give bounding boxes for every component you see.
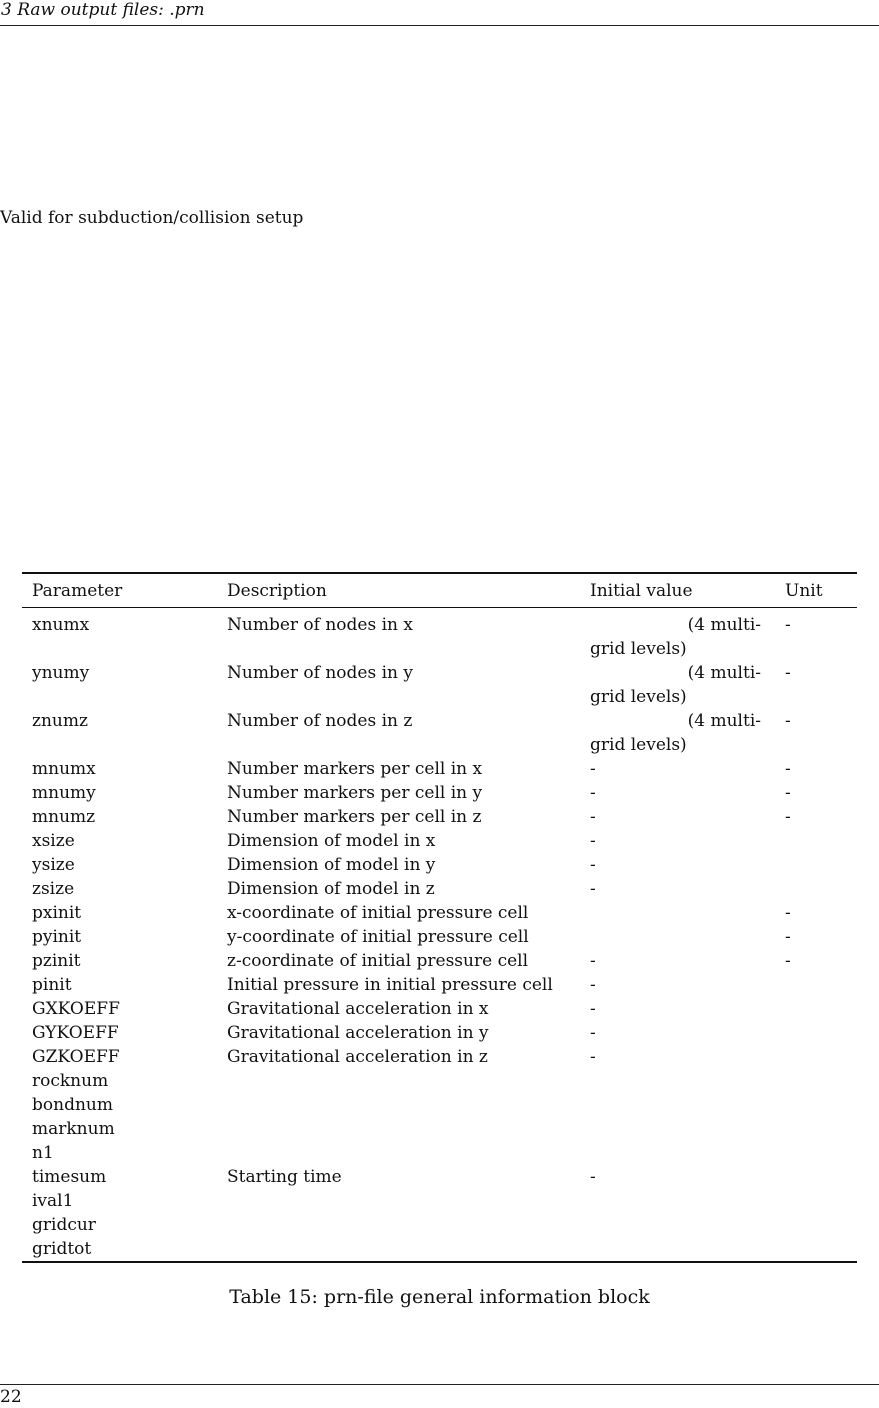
cell-unit bbox=[775, 1213, 857, 1237]
cell-initial-value: - bbox=[590, 1047, 596, 1067]
cell-initial-value-line1: (4 multi- bbox=[687, 663, 761, 683]
cell-parameter: n1 bbox=[32, 1143, 54, 1163]
table-row bbox=[22, 608, 857, 662]
cell-initial-value: - bbox=[590, 807, 596, 827]
cell-initial-value bbox=[580, 1237, 775, 1262]
setup-note: Valid for subduction/collision setup bbox=[0, 208, 304, 228]
cell-parameter: ival1 bbox=[32, 1191, 74, 1211]
cell-unit: - bbox=[785, 663, 791, 683]
cell-unit: - bbox=[785, 759, 791, 779]
cell-unit bbox=[775, 877, 857, 901]
cell-parameter: gridcur bbox=[32, 1215, 96, 1235]
cell-initial-value bbox=[580, 608, 775, 662]
cell-description bbox=[217, 1093, 580, 1117]
cell-unit bbox=[775, 1117, 857, 1141]
table-row bbox=[22, 877, 857, 901]
cell-description: z-coordinate of initial pressure cell bbox=[227, 951, 529, 971]
table-caption: Table 15: prn-file general information block bbox=[229, 1286, 650, 1308]
cell-description: Dimension of model in x bbox=[227, 831, 436, 851]
cell-initial-value-line2: grid levels) bbox=[590, 687, 687, 707]
parameter-table-container bbox=[22, 572, 857, 1263]
cell-parameter: ysize bbox=[32, 855, 75, 875]
cell-unit: - bbox=[785, 711, 791, 731]
table-row bbox=[22, 1093, 857, 1117]
cell-initial-value-line2: grid levels) bbox=[590, 735, 687, 755]
table-row bbox=[22, 709, 857, 757]
cell-description bbox=[217, 1141, 580, 1165]
cell-description: Dimension of model in y bbox=[227, 855, 436, 875]
cell-initial-value bbox=[580, 709, 775, 757]
cell-unit bbox=[775, 997, 857, 1021]
table-row bbox=[22, 1213, 857, 1237]
cell-description: Number of nodes in x bbox=[227, 615, 413, 635]
cell-description: Number markers per cell in x bbox=[227, 759, 483, 779]
table-row bbox=[22, 949, 857, 973]
cell-parameter: ynumy bbox=[32, 663, 90, 683]
cell-parameter: GYKOEFF bbox=[32, 1023, 119, 1043]
cell-unit: - bbox=[785, 615, 791, 635]
cell-description bbox=[217, 1117, 580, 1141]
cell-unit: - bbox=[785, 807, 791, 827]
cell-initial-value: - bbox=[590, 759, 596, 779]
cell-parameter: zsize bbox=[32, 879, 75, 899]
cell-initial-value bbox=[580, 1117, 775, 1141]
cell-unit bbox=[775, 1021, 857, 1045]
cell-description: Gravitational acceleration in x bbox=[227, 999, 489, 1019]
cell-parameter: timesum bbox=[32, 1167, 107, 1187]
cell-initial-value bbox=[580, 661, 775, 709]
cell-parameter: marknum bbox=[32, 1119, 115, 1139]
column-header-initial-value: Initial value bbox=[590, 580, 693, 601]
table-row bbox=[22, 925, 857, 949]
cell-initial-value bbox=[580, 901, 775, 925]
table-row bbox=[22, 853, 857, 877]
cell-description: Gravitational acceleration in z bbox=[227, 1047, 488, 1067]
column-header-parameter: Parameter bbox=[32, 580, 123, 601]
cell-unit bbox=[775, 1189, 857, 1213]
table-row bbox=[22, 1189, 857, 1213]
column-header-unit: Unit bbox=[785, 580, 823, 601]
table-row bbox=[22, 1165, 857, 1189]
cell-parameter: GZKOEFF bbox=[32, 1047, 120, 1067]
cell-initial-value bbox=[580, 1093, 775, 1117]
table-body bbox=[22, 608, 857, 1263]
cell-unit: - bbox=[785, 951, 791, 971]
cell-unit bbox=[775, 1237, 857, 1262]
table-row bbox=[22, 997, 857, 1021]
cell-unit bbox=[775, 1165, 857, 1189]
table-row bbox=[22, 1117, 857, 1141]
cell-parameter: znumz bbox=[32, 711, 88, 731]
cell-parameter: rocknum bbox=[32, 1071, 109, 1091]
cell-unit bbox=[775, 1141, 857, 1165]
cell-initial-value: - bbox=[590, 855, 596, 875]
column-header-description: Description bbox=[227, 580, 327, 601]
cell-parameter: xsize bbox=[32, 831, 75, 851]
table-row bbox=[22, 781, 857, 805]
cell-parameter: pzinit bbox=[32, 951, 81, 971]
cell-initial-value: - bbox=[590, 879, 596, 899]
cell-initial-value: - bbox=[590, 999, 596, 1019]
cell-initial-value bbox=[580, 925, 775, 949]
cell-unit bbox=[775, 1045, 857, 1069]
page-number: 22 bbox=[0, 1387, 22, 1407]
cell-parameter: xnumx bbox=[32, 615, 90, 635]
cell-initial-value bbox=[580, 1141, 775, 1165]
cell-description: Number markers per cell in y bbox=[227, 783, 483, 803]
cell-unit bbox=[775, 1069, 857, 1093]
cell-initial-value: - bbox=[590, 831, 596, 851]
cell-initial-value: - bbox=[590, 951, 596, 971]
cell-description bbox=[217, 1213, 580, 1237]
table-row bbox=[22, 1069, 857, 1093]
cell-parameter: pxinit bbox=[32, 903, 82, 923]
cell-initial-value bbox=[580, 1189, 775, 1213]
cell-description: y-coordinate of initial pressure cell bbox=[227, 927, 529, 947]
cell-parameter: bondnum bbox=[32, 1095, 113, 1115]
table-row bbox=[22, 829, 857, 853]
cell-parameter: mnumz bbox=[32, 807, 96, 827]
cell-unit bbox=[775, 853, 857, 877]
running-header-title: 3 Raw output files: .prn bbox=[1, 0, 205, 20]
table-row bbox=[22, 973, 857, 997]
cell-unit: - bbox=[785, 903, 791, 923]
cell-description: x-coordinate of initial pressure cell bbox=[227, 903, 529, 923]
table-row bbox=[22, 1141, 857, 1165]
cell-unit bbox=[775, 973, 857, 997]
table-row bbox=[22, 1045, 857, 1069]
table-row bbox=[22, 1237, 857, 1262]
cell-initial-value-line2: grid levels) bbox=[590, 639, 687, 659]
cell-description: Starting time bbox=[227, 1167, 342, 1187]
cell-description bbox=[217, 1069, 580, 1093]
cell-description bbox=[217, 1189, 580, 1213]
cell-description: Dimension of model in z bbox=[227, 879, 435, 899]
cell-initial-value-line1: (4 multi- bbox=[687, 615, 761, 635]
cell-initial-value: - bbox=[590, 783, 596, 803]
footer-rule bbox=[0, 1384, 879, 1385]
cell-description bbox=[217, 1237, 580, 1262]
cell-initial-value: - bbox=[590, 1023, 596, 1043]
table-row bbox=[22, 805, 857, 829]
cell-parameter: GXKOEFF bbox=[32, 999, 120, 1019]
cell-parameter: gridtot bbox=[32, 1239, 92, 1259]
table-header-row bbox=[22, 573, 857, 608]
cell-description: Initial pressure in initial pressure cell bbox=[227, 975, 553, 995]
cell-unit: - bbox=[785, 927, 791, 947]
cell-parameter: pyinit bbox=[32, 927, 82, 947]
running-header bbox=[0, 0, 879, 26]
cell-description: Gravitational acceleration in y bbox=[227, 1023, 489, 1043]
cell-description: Number markers per cell in z bbox=[227, 807, 482, 827]
table-row bbox=[22, 661, 857, 709]
table-row bbox=[22, 1021, 857, 1045]
cell-parameter: mnumx bbox=[32, 759, 96, 779]
cell-unit bbox=[775, 1093, 857, 1117]
cell-initial-value-line1: (4 multi- bbox=[687, 711, 761, 731]
table-row bbox=[22, 757, 857, 781]
cell-parameter: mnumy bbox=[32, 783, 96, 803]
cell-parameter: pinit bbox=[32, 975, 72, 995]
table-row bbox=[22, 901, 857, 925]
cell-initial-value: - bbox=[590, 975, 596, 995]
cell-description: Number of nodes in y bbox=[227, 663, 413, 683]
cell-initial-value: - bbox=[590, 1167, 596, 1187]
cell-description: Number of nodes in z bbox=[227, 711, 413, 731]
cell-unit: - bbox=[785, 783, 791, 803]
cell-initial-value bbox=[580, 1069, 775, 1093]
cell-initial-value bbox=[580, 1213, 775, 1237]
parameter-table bbox=[22, 572, 857, 1263]
cell-unit bbox=[775, 829, 857, 853]
